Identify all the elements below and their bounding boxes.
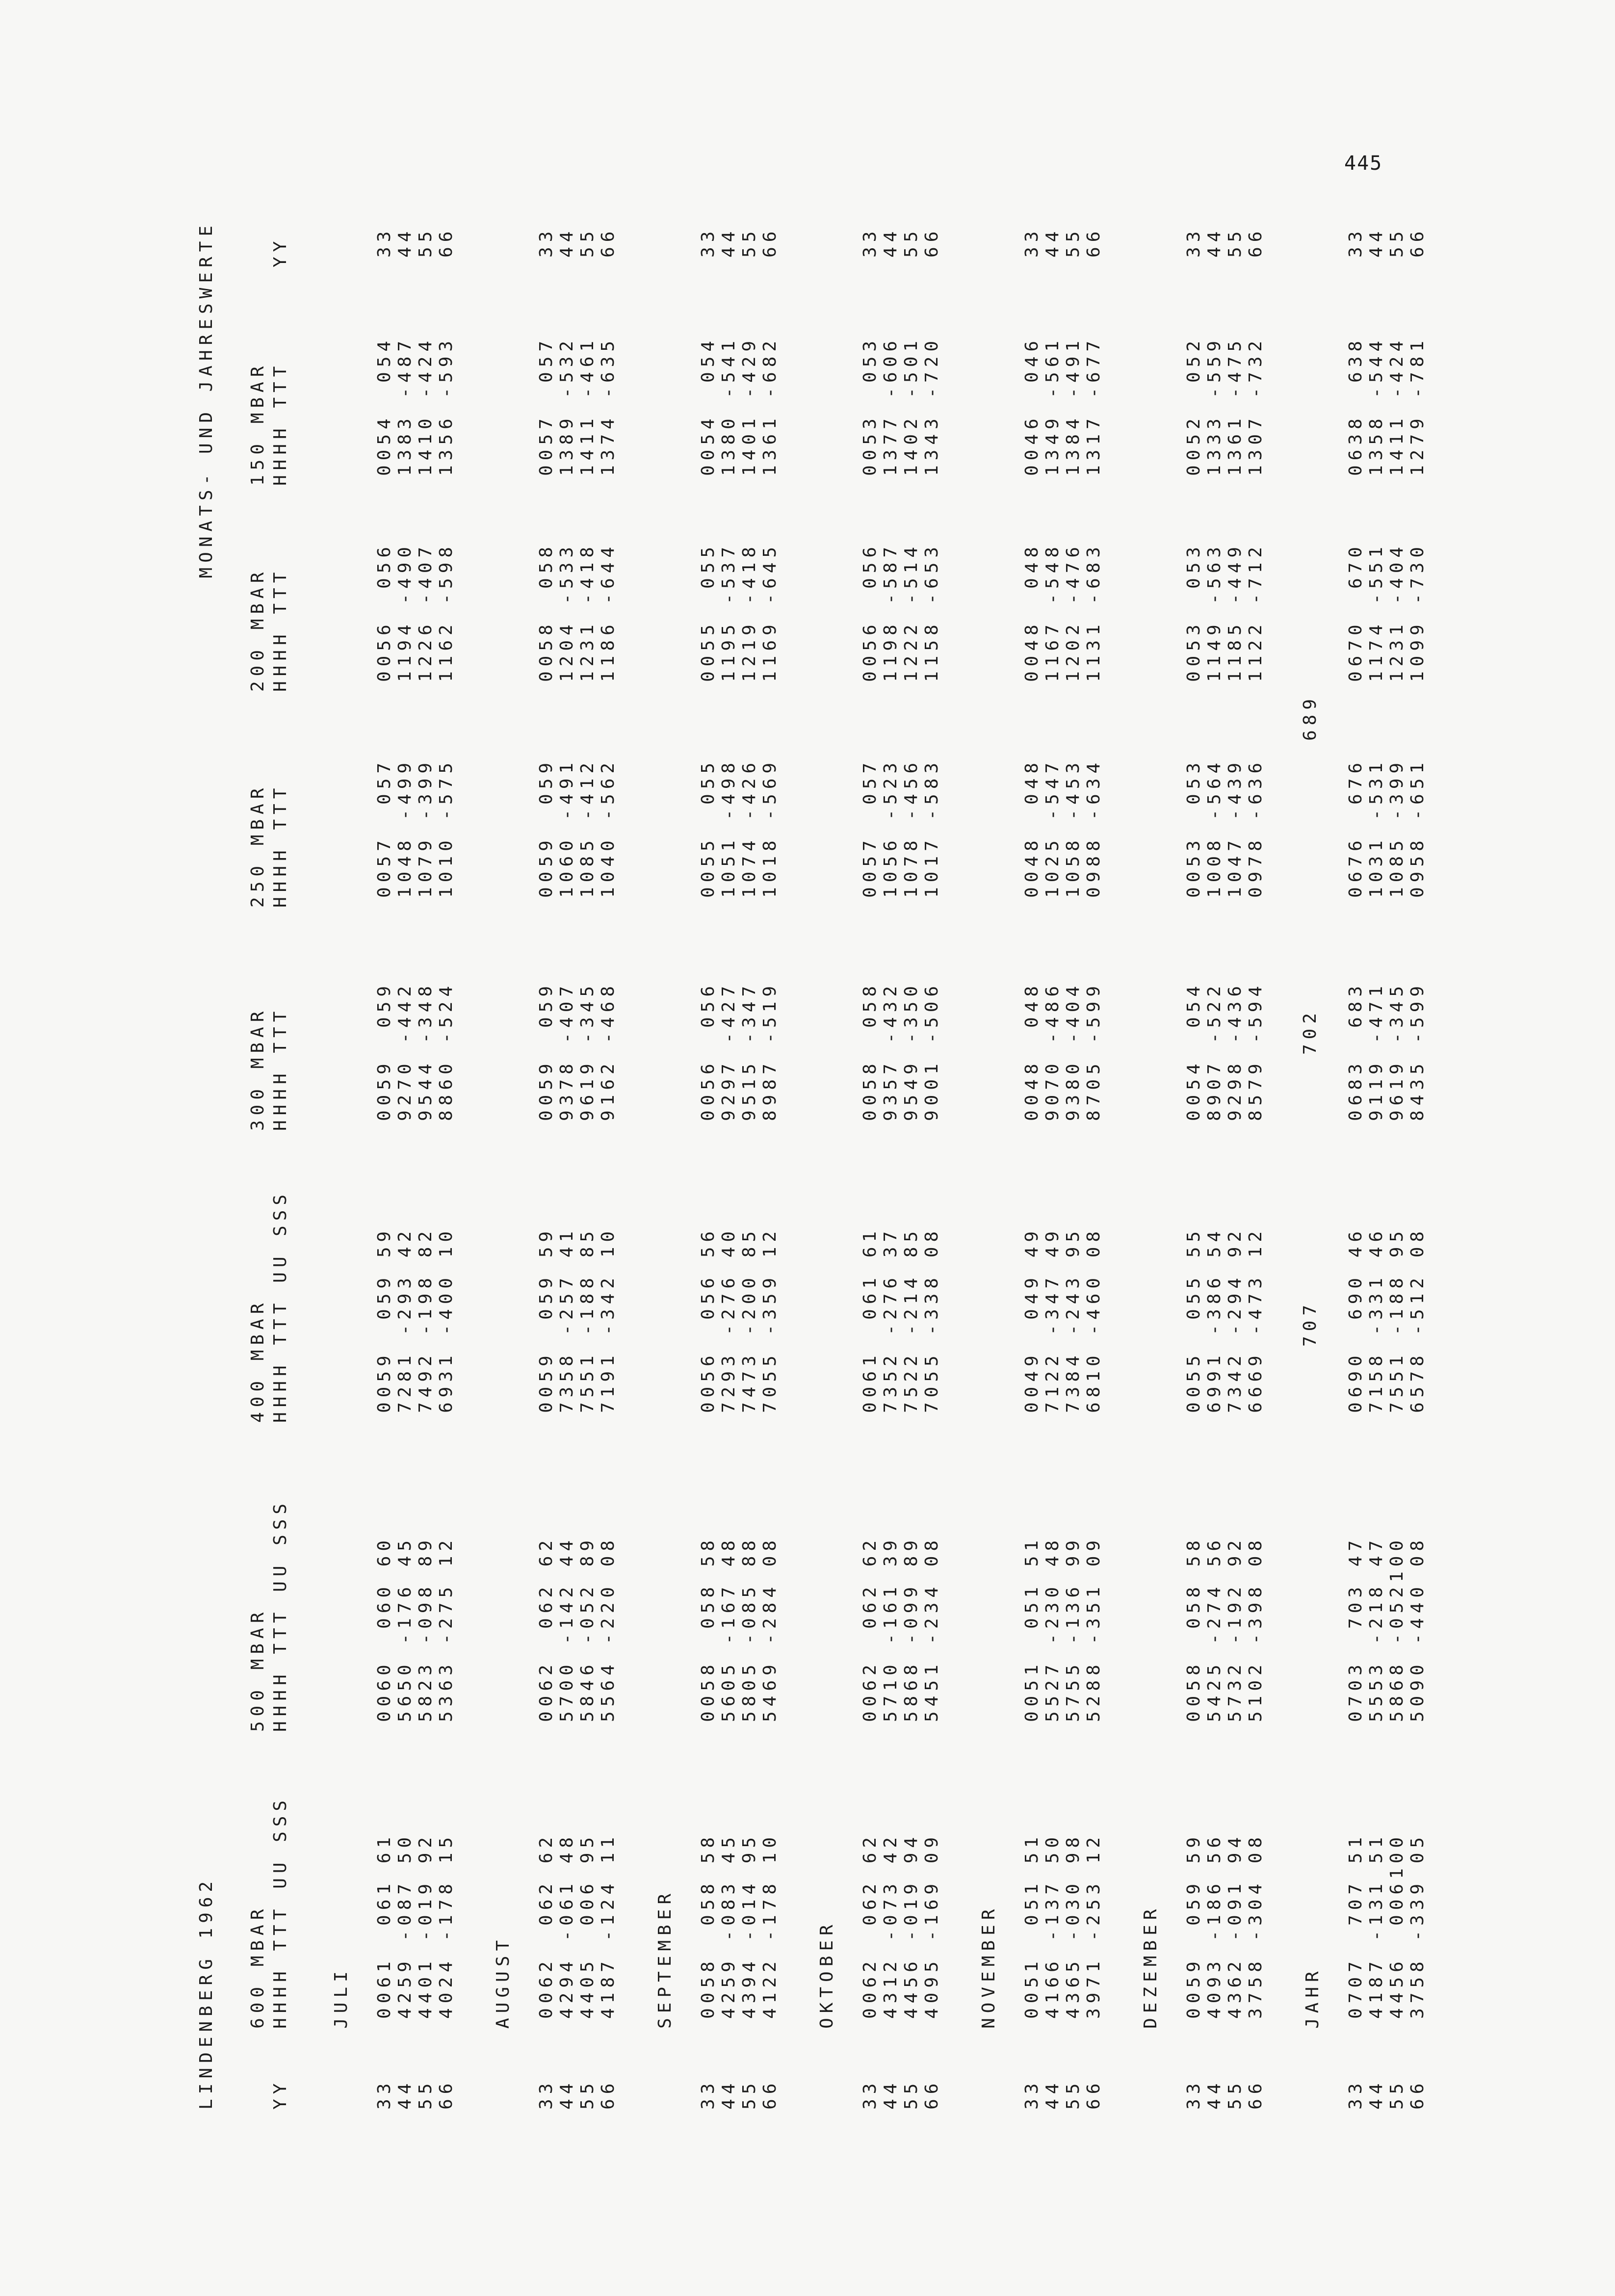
yy-code: 33 <box>374 2078 394 2110</box>
table-cell: 55 <box>1225 226 1245 258</box>
table-cell: 0059 059 <box>536 757 556 898</box>
table-cell: 5700 -142 44 <box>557 1535 577 1722</box>
table-cell: 5732 -192 92 <box>1225 1535 1245 1722</box>
table-cell: 9515 -347 <box>739 981 759 1121</box>
table-cell: 1279 -781 <box>1407 336 1428 476</box>
table-cell: 0056 056 <box>698 981 718 1121</box>
table-cell: 4095 -169 09 <box>922 1832 942 2019</box>
level-label <box>248 236 270 267</box>
table-cell: 1411 -424 <box>1387 336 1407 476</box>
table-cell: 4024 -178 15 <box>436 1832 456 2019</box>
table-cell: 0058 058 58 <box>698 1535 718 1722</box>
table-cell: 1411 -461 <box>577 336 598 476</box>
table-cell: 1131 -683 <box>1084 542 1104 682</box>
yy-code: 44 <box>1204 2078 1224 2110</box>
sss-value: 702 <box>1300 1008 1320 1055</box>
table-cell: 7342 -294 92 <box>1225 1226 1245 1413</box>
table-cell: 9298 -436 <box>1225 981 1245 1121</box>
table-cell: 8987 -519 <box>760 981 780 1121</box>
table-cell: 1231 -404 <box>1387 542 1407 682</box>
table-cell: 1186 -644 <box>598 542 618 682</box>
table-cell: 5553 -218 47 <box>1366 1535 1386 1722</box>
table-cell: 5288 -351 09 <box>1084 1535 1104 1722</box>
table-cell: 0057 057 <box>536 336 556 476</box>
table-cell: 33 <box>1022 226 1042 258</box>
table-cell: 1051 -498 <box>719 757 739 898</box>
table-cell: 0958 -651 <box>1407 757 1428 898</box>
column-group-5 <box>248 568 293 692</box>
table-cell: 0055 055 <box>698 757 718 898</box>
table-cell: 66 <box>922 226 942 258</box>
table-cell: 1198 -587 <box>881 542 901 682</box>
table-cell: 5823 -098 89 <box>416 1535 436 1722</box>
table-cell: 1219 -418 <box>739 542 759 682</box>
table-cell: 7352 -276 37 <box>881 1226 901 1413</box>
table-cell: 9162 -468 <box>598 981 618 1121</box>
table-cell: 1185 -449 <box>1225 542 1245 682</box>
table-cell: 0978 -636 <box>1246 757 1266 898</box>
month-label: DEZEMBER <box>1141 1904 1161 2029</box>
table-cell: 1374 -635 <box>598 336 618 476</box>
table-cell: 1008 -564 <box>1204 757 1224 898</box>
table-cell: 66 <box>760 226 780 258</box>
table-cell: 1058 -453 <box>1063 757 1083 898</box>
table-cell: 33 <box>1346 226 1366 258</box>
table-cell: 0062 062 62 <box>860 1535 880 1722</box>
table-cell: 1349 -561 <box>1042 336 1063 476</box>
yy-code: 44 <box>395 2078 415 2110</box>
station-title: LINDENBERG 1962 <box>196 1876 216 2110</box>
table-cell: 7122 -347 49 <box>1042 1226 1063 1413</box>
table-cell: 6669 -473 12 <box>1246 1226 1266 1413</box>
table-cell: 7551 -188 95 <box>1387 1226 1407 1413</box>
column-group-2 <box>248 1190 293 1423</box>
yy-code: 66 <box>1407 2078 1428 2110</box>
table-cell: 0056 056 <box>860 542 880 682</box>
table-cell: 1174 -551 <box>1366 542 1386 682</box>
table-cell: 0053 053 <box>1184 542 1204 682</box>
table-cell: 8860 -524 <box>436 981 456 1121</box>
table-cell: 0053 053 <box>860 336 880 476</box>
table-cell: 1226 -407 <box>416 542 436 682</box>
column-headers: HHHH TTT UU SSS <box>270 1498 290 1732</box>
yy-code: 55 <box>901 2078 921 2110</box>
table-cell: 0046 046 <box>1022 336 1042 476</box>
column-headers: HHHH TTT <box>270 783 290 908</box>
table-cell: 0690 690 46 <box>1346 1226 1366 1413</box>
table-cell: 44 <box>395 226 415 258</box>
yy-code: 66 <box>922 2078 942 2110</box>
table-cell: 1017 -583 <box>922 757 942 898</box>
table-cell: 1389 -532 <box>557 336 577 476</box>
table-cell: 33 <box>860 226 880 258</box>
table-cell: 0703 703 47 <box>1346 1535 1366 1722</box>
table-cell: 55 <box>416 226 436 258</box>
table-cell: 7473 -200 85 <box>739 1226 759 1413</box>
table-cell: 3758 -339 05 <box>1407 1832 1428 2019</box>
yy-code: 55 <box>1225 2078 1245 2110</box>
table-cell: 0638 638 <box>1346 336 1366 476</box>
table-cell: 1079 -399 <box>416 757 436 898</box>
column-group-6 <box>248 362 293 486</box>
table-cell: 44 <box>1366 226 1386 258</box>
table-cell: 0055 055 <box>698 542 718 682</box>
table-cell: 4312 -073 42 <box>881 1832 901 2019</box>
table-cell: 1410 -424 <box>416 336 436 476</box>
table-cell: 55 <box>577 226 598 258</box>
table-cell: 4365 -030 98 <box>1063 1832 1083 2019</box>
table-cell: 4122 -178 10 <box>760 1832 780 2019</box>
yy-code: 44 <box>557 2078 577 2110</box>
table-cell: 8705 -599 <box>1084 981 1104 1121</box>
table-cell: 4362 -091 94 <box>1225 1832 1245 2019</box>
month-label: JULI <box>331 1966 351 2029</box>
table-cell: 1085 -412 <box>577 757 598 898</box>
table-title: MONATS- UND JAHRESWERTE <box>196 221 216 578</box>
table-cell: 1380 -541 <box>719 336 739 476</box>
table-cell: 9544 -348 <box>416 981 436 1121</box>
table-cell: 0052 052 <box>1184 336 1204 476</box>
table-cell: 9619 -345 <box>577 981 598 1121</box>
table-cell: 1040 -562 <box>598 757 618 898</box>
yy-code: 66 <box>1246 2078 1266 2110</box>
table-cell: 6810 -460 08 <box>1084 1226 1104 1413</box>
table-cell: 4394 -014 95 <box>739 1832 759 2019</box>
table-cell: 0058 058 58 <box>1184 1535 1204 1722</box>
table-cell: 1307 -732 <box>1246 336 1266 476</box>
column-group-1 <box>248 1499 293 1732</box>
column-headers: YY <box>270 236 290 267</box>
table-cell: 1361 -682 <box>760 336 780 476</box>
table-cell: 0055 055 55 <box>1184 1226 1204 1413</box>
table-cell: 4259 -083 45 <box>719 1832 739 2019</box>
table-cell: 5425 -274 56 <box>1204 1535 1224 1722</box>
table-cell: 0051 051 51 <box>1022 1832 1042 2019</box>
table-cell: 1162 -598 <box>436 542 456 682</box>
table-cell: 1384 -491 <box>1063 336 1083 476</box>
table-cell: 8579 -594 <box>1246 981 1266 1121</box>
table-cell: 55 <box>901 226 921 258</box>
column-headers: HHHH TTT <box>270 567 290 692</box>
table-cell: 6931 -400 10 <box>436 1226 456 1413</box>
table-cell: 1402 -501 <box>901 336 921 476</box>
table-cell: 33 <box>698 226 718 258</box>
table-cell: 7522 -214 85 <box>901 1226 921 1413</box>
table-cell: 5451 -234 08 <box>922 1535 942 1722</box>
table-cell: 7158 -331 46 <box>1366 1226 1386 1413</box>
table-cell: 0054 054 <box>374 336 394 476</box>
table-cell: 0059 059 59 <box>374 1226 394 1413</box>
column-headers: HHHH TTT UU SSS <box>270 1189 290 1423</box>
table-cell: 0676 676 <box>1346 757 1366 898</box>
table-cell: 9119 -471 <box>1366 981 1386 1121</box>
table-cell: 7384 -243 95 <box>1063 1226 1083 1413</box>
table-cell: 1317 -677 <box>1084 336 1104 476</box>
table-cell: 1099 -730 <box>1407 542 1428 682</box>
table-cell: 0056 056 56 <box>698 1226 718 1413</box>
table-cell: 0058 058 58 <box>698 1832 718 2019</box>
table-cell: 0988 -634 <box>1084 757 1104 898</box>
table-cell: 55 <box>739 226 759 258</box>
table-cell: 0057 057 <box>860 757 880 898</box>
table-cell: 0051 051 51 <box>1022 1535 1042 1722</box>
table-cell: 0062 062 62 <box>860 1832 880 2019</box>
yy-code: 55 <box>1387 2078 1407 2110</box>
yy-code: 44 <box>719 2078 739 2110</box>
table-cell: 1060 -491 <box>557 757 577 898</box>
month-label: NOVEMBER <box>979 1904 999 2029</box>
table-cell: 7191 -342 10 <box>598 1226 618 1413</box>
yy-code: 33 <box>1184 2078 1204 2110</box>
table-cell: 1031 -531 <box>1366 757 1386 898</box>
column-group-0 <box>248 1796 293 2029</box>
table-cell: 1048 -499 <box>395 757 415 898</box>
table-cell: 1074 -426 <box>739 757 759 898</box>
table-cell: 8435 -599 <box>1407 981 1428 1121</box>
yy-code: 66 <box>760 2078 780 2110</box>
table-cell: 1356 -593 <box>436 336 456 476</box>
table-cell: 0058 058 <box>536 542 556 682</box>
table-cell: 1194 -490 <box>395 542 415 682</box>
table-cell: 4456 006100 <box>1387 1832 1407 2019</box>
column-headers: HHHH TTT UU SSS <box>270 1795 290 2029</box>
table-cell: 9380 -404 <box>1063 981 1083 1121</box>
yy-code: 66 <box>1084 2078 1104 2110</box>
column-headers: HHHH TTT <box>270 1006 290 1131</box>
table-cell: 7358 -257 41 <box>557 1226 577 1413</box>
table-cell: 5650 -176 45 <box>395 1535 415 1722</box>
table-cell: 1025 -547 <box>1042 757 1063 898</box>
table-cell: 5868 -099 89 <box>901 1535 921 1722</box>
table-cell: 0062 062 62 <box>536 1535 556 1722</box>
level-label: 500 MBAR <box>248 1607 268 1732</box>
yy-code: 55 <box>739 2078 759 2110</box>
column-group-3 <box>248 1007 293 1131</box>
table-cell: 5102 -398 08 <box>1246 1535 1266 1722</box>
table-cell: 4405 006 95 <box>577 1832 598 2019</box>
table-cell: 0049 049 49 <box>1022 1226 1042 1413</box>
table-cell: 7551 -188 85 <box>577 1226 598 1413</box>
table-cell: 7293 -276 40 <box>719 1226 739 1413</box>
table-cell: 0059 059 59 <box>536 1226 556 1413</box>
table-cell: 1018 -569 <box>760 757 780 898</box>
table-cell: 0061 061 61 <box>860 1226 880 1413</box>
table-cell: 0059 059 <box>374 981 394 1121</box>
table-cell: 4259 -087 50 <box>395 1832 415 2019</box>
table-cell: 4456 -019 94 <box>901 1832 921 2019</box>
sss-value: 707 <box>1300 1300 1320 1347</box>
level-label: 600 MBAR <box>248 1904 268 2029</box>
table-cell: 1343 -720 <box>922 336 942 476</box>
table-cell: 66 <box>598 226 618 258</box>
table-cell: 1010 -575 <box>436 757 456 898</box>
table-cell: 5564 -220 08 <box>598 1535 618 1722</box>
table-cell: 7281 -293 42 <box>395 1226 415 1413</box>
table-cell: 1377 -606 <box>881 336 901 476</box>
table-cell: 3971 -253 12 <box>1084 1832 1104 2019</box>
table-cell: 0054 054 <box>1184 981 1204 1121</box>
table-cell: 66 <box>1246 226 1266 258</box>
table-cell: 4401 -019 92 <box>416 1832 436 2019</box>
table-cell: 1169 -645 <box>760 542 780 682</box>
page-number: 445 <box>1344 152 1383 175</box>
table-cell: 9070 -486 <box>1042 981 1063 1121</box>
table-cell: 1085 -399 <box>1387 757 1407 898</box>
table-cell: 1149 -563 <box>1204 542 1224 682</box>
table-cell: 55 <box>1063 226 1083 258</box>
table-cell: 1158 -653 <box>922 542 942 682</box>
table-cell: 0053 053 <box>1184 757 1204 898</box>
table-cell: 1204 -533 <box>557 542 577 682</box>
yy-code: 55 <box>577 2078 598 2110</box>
rotated-table <box>196 221 1452 2110</box>
yy-code: 66 <box>598 2078 618 2110</box>
yy-code: 44 <box>1366 2078 1386 2110</box>
level-label: 200 MBAR <box>248 567 268 692</box>
table-cell: 33 <box>536 226 556 258</box>
table-cell: 44 <box>881 226 901 258</box>
table-cell: 0670 670 <box>1346 542 1366 682</box>
table-cell: 7492 -198 82 <box>416 1226 436 1413</box>
sss-value: 689 <box>1300 694 1320 741</box>
yy-code: 33 <box>1022 2078 1042 2110</box>
table-cell: 3758 -304 08 <box>1246 1832 1266 2019</box>
table-cell: 9001 -506 <box>922 981 942 1121</box>
table-cell: 5090 -440 08 <box>1407 1535 1428 1722</box>
month-label: SEPTEMBER <box>655 1888 675 2029</box>
column-group-7 <box>248 236 293 267</box>
yy-code: 44 <box>881 2078 901 2110</box>
table-cell: 4294 -061 48 <box>557 1832 577 2019</box>
table-cell: 5710 -161 39 <box>881 1535 901 1722</box>
table-cell: 5363 -275 12 <box>436 1535 456 1722</box>
table-cell: 5527 -230 48 <box>1042 1535 1063 1722</box>
table-cell: 4166 -137 50 <box>1042 1832 1063 2019</box>
table-cell: 5755 -136 99 <box>1063 1535 1083 1722</box>
table-cell: 6991 -386 54 <box>1204 1226 1224 1413</box>
table-cell: 9549 -350 <box>901 981 921 1121</box>
table-cell: 1361 -475 <box>1225 336 1245 476</box>
table-cell: 1202 -476 <box>1063 542 1083 682</box>
yy-code: 33 <box>860 2078 880 2110</box>
table-cell: 9357 -432 <box>881 981 901 1121</box>
table-cell: 0048 048 <box>1022 981 1042 1121</box>
table-cell: 5805 -085 88 <box>739 1535 759 1722</box>
yy-code: 33 <box>536 2078 556 2110</box>
table-cell: 1056 -523 <box>881 757 901 898</box>
table-cell: 5605 -167 48 <box>719 1535 739 1722</box>
yy-code: 55 <box>1063 2078 1083 2110</box>
table-cell: 0054 054 <box>698 336 718 476</box>
level-label: 400 MBAR <box>248 1298 268 1423</box>
table-cell: 7055 -338 08 <box>922 1226 942 1413</box>
table-cell: 5868 -052100 <box>1387 1535 1407 1722</box>
table-cell: 1122 -712 <box>1246 542 1266 682</box>
table-cell: 0056 056 <box>374 542 394 682</box>
level-label: 250 MBAR <box>248 783 268 908</box>
table-cell: 0683 683 <box>1346 981 1366 1121</box>
table-cell: 0061 061 61 <box>374 1832 394 2019</box>
table-cell: 6578 -512 08 <box>1407 1226 1428 1413</box>
yy-code: 66 <box>436 2078 456 2110</box>
table-cell: 0059 059 <box>536 981 556 1121</box>
table-cell: 1195 -537 <box>719 542 739 682</box>
yy-code: 33 <box>698 2078 718 2110</box>
table-cell: 9270 -442 <box>395 981 415 1121</box>
table-cell: 9378 -407 <box>557 981 577 1121</box>
table-cell: 1358 -544 <box>1366 336 1386 476</box>
table-cell: 1078 -456 <box>901 757 921 898</box>
yy-code: 44 <box>1042 2078 1063 2110</box>
month-label: OKTOBER <box>817 1920 837 2029</box>
table-cell: 0707 707 51 <box>1346 1832 1366 2019</box>
table-cell: 0048 048 <box>1022 542 1042 682</box>
table-cell: 44 <box>557 226 577 258</box>
table-cell: 7055 -359 12 <box>760 1226 780 1413</box>
table-cell: 8907 -522 <box>1204 981 1224 1121</box>
table-cell: 0048 048 <box>1022 757 1042 898</box>
table-cell: 0058 058 <box>860 981 880 1121</box>
table-cell: 5846 -052 89 <box>577 1535 598 1722</box>
table-cell: 1333 -559 <box>1204 336 1224 476</box>
table-cell: 9619 -345 <box>1387 981 1407 1121</box>
table-cell: 66 <box>436 226 456 258</box>
level-label: 300 MBAR <box>248 1006 268 1131</box>
table-cell: 66 <box>1084 226 1104 258</box>
table-cell: 44 <box>1204 226 1224 258</box>
table-cell: 33 <box>1184 226 1204 258</box>
table-cell: 0062 062 62 <box>536 1832 556 2019</box>
table-cell: 9297 -427 <box>719 981 739 1121</box>
month-label: AUGUST <box>493 1935 513 2029</box>
level-label: 150 MBAR <box>248 361 268 486</box>
table-cell: 44 <box>719 226 739 258</box>
table-cell: 1222 -514 <box>901 542 921 682</box>
yy-header: YY <box>270 2078 290 2110</box>
table-cell: 1401 -429 <box>739 336 759 476</box>
column-group-4 <box>248 783 293 908</box>
table-cell: 4187 -124 11 <box>598 1832 618 2019</box>
table-cell: 0059 059 59 <box>1184 1832 1204 2019</box>
table-cell: 44 <box>1042 226 1063 258</box>
table-cell: 55 <box>1387 226 1407 258</box>
table-cell: 1383 -487 <box>395 336 415 476</box>
table-cell: 1167 -548 <box>1042 542 1063 682</box>
table-cell: 0060 060 60 <box>374 1535 394 1722</box>
table-cell: 4093 -186 56 <box>1204 1832 1224 2019</box>
table-cell: 4187 -131 51 <box>1366 1832 1386 2019</box>
table-cell: 1047 -439 <box>1225 757 1245 898</box>
month-label: JAHR <box>1302 1966 1323 2029</box>
table-cell: 66 <box>1407 226 1428 258</box>
column-headers: HHHH TTT <box>270 361 290 486</box>
table-cell: 33 <box>374 226 394 258</box>
table-cell: 0057 057 <box>374 757 394 898</box>
yy-code: 55 <box>416 2078 436 2110</box>
yy-code: 33 <box>1346 2078 1366 2110</box>
table-cell: 1231 -418 <box>577 542 598 682</box>
table-cell: 5469 -284 08 <box>760 1535 780 1722</box>
